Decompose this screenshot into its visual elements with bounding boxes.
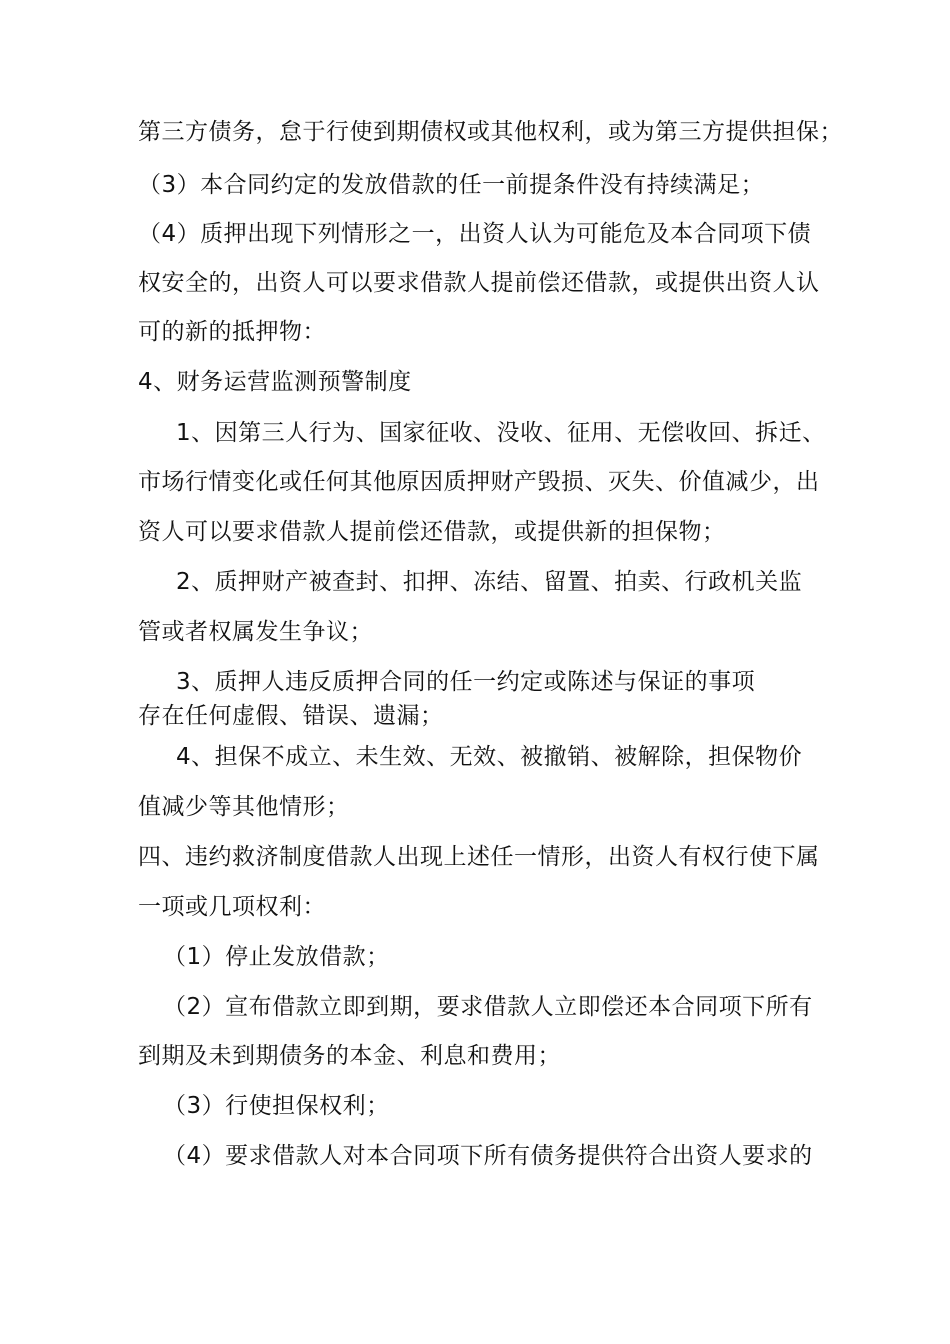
text-line: 第三方债务，怠于行使到期债权或其他权利，或为第三方提供担保； [138,119,843,145]
text-line: （3）本合同约定的发放借款的任一前提条件没有持续满足； [138,172,765,198]
text-line: 1、因第三人行为、国家征收、没收、征用、无偿收回、拆迁、 [176,420,826,446]
text-line: 2、质押财产被查封、扣押、冻结、留置、拍卖、行政机关监 [176,569,803,595]
text-line: （4）质押出现下列情形之一，出资人认为可能危及本合同项下债 [138,221,812,247]
text-line: 一项或几项权利： [138,894,326,920]
text-line: 4、担保不成立、未生效、无效、被撤销、被解除，担保物价 [176,744,803,770]
text-line: （4）要求借款人对本合同项下所有债务提供符合出资人要求的 [163,1143,813,1169]
text-line: （3）行使担保权利； [163,1093,390,1119]
text-line: 3、质押人违反质押合同的任一约定或陈述与保证的事项 [176,669,756,695]
text-line: 市场行情变化或任何其他原因质押财产毁损、灭失、价值减少，出 [138,469,820,495]
text-line: 管或者权属发生争议； [138,619,373,645]
text-line: 到期及未到期债务的本金、利息和费用； [138,1043,561,1069]
section-heading: 四、违约救济制度借款人出现上述任一情形，出资人有权行使下属 [138,844,820,870]
text-line: 存在任何虚假、错误、遗漏； [138,703,444,729]
text-line: 值减少等其他情形； [138,794,350,820]
text-line: 权安全的，出资人可以要求借款人提前偿还借款，或提供出资人认 [138,270,820,296]
section-heading: 4、财务运营监测预警制度 [138,369,412,395]
text-line: 资人可以要求借款人提前偿还借款，或提供新的担保物； [138,519,726,545]
text-line: 可的新的抵押物： [138,319,326,345]
text-line: （2）宣布借款立即到期，要求借款人立即偿还本合同项下所有 [163,994,813,1020]
text-line: （1）停止发放借款； [163,944,390,970]
